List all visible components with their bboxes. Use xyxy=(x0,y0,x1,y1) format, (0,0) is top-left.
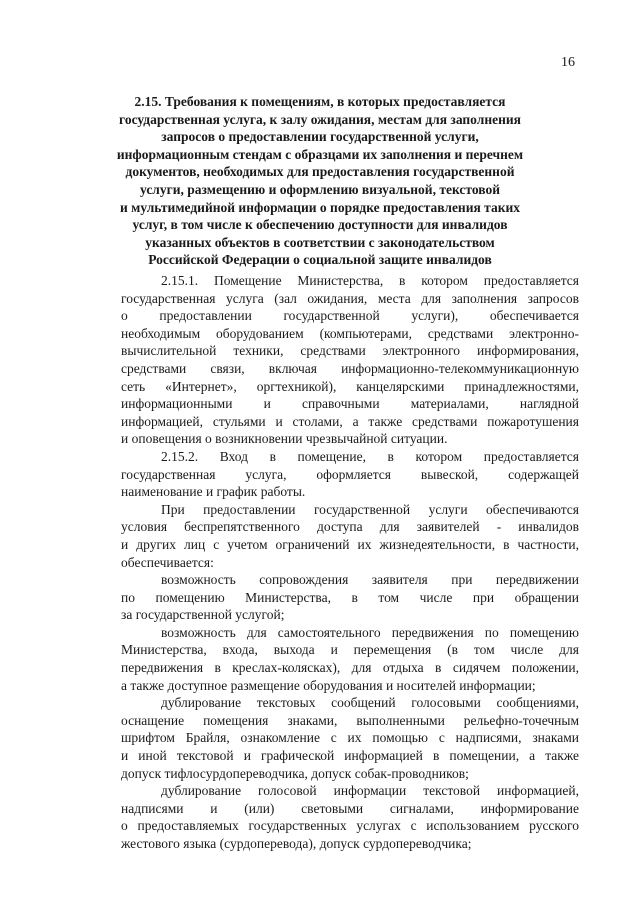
heading-line: Российской Федерации о социальной защите инвалидов xyxy=(148,252,492,268)
heading-line: услуг, в том числе к обеспечению доступности для инвалидов xyxy=(132,217,508,233)
paragraph-line: 2.15.1. Помещение Министерства, в котором предоставляется xyxy=(161,273,579,288)
paragraph-line: необходимым оборудованием (компьютерами, средствами электронно- xyxy=(121,325,579,341)
paragraph-line: по помещению Министерства, в том числе при обращении xyxy=(121,589,579,605)
paragraph-line: а также доступное размещение оборудования и носителей информации; xyxy=(121,677,536,693)
paragraph-line: Министерства, входа, выхода и перемещения (в том числе для xyxy=(121,642,579,658)
heading-line: указанных объектов в соответствии с законодательством xyxy=(145,234,495,250)
paragraph-line: средствами связи, включая информационно-телекоммуникационную xyxy=(121,360,579,376)
paragraph-line: оснащение помещения знаками, выполненными рельефно-точечным xyxy=(121,712,579,728)
paragraph-line: возможность для самостоятельного передвижения по помещению xyxy=(161,624,579,640)
heading-line: запросов о предоставлении государственной услуги, xyxy=(161,129,479,145)
section-heading xyxy=(110,93,530,269)
heading-line: 2.15. Требования к помещениям, в которых предоставляется xyxy=(134,94,506,109)
paragraph-line: вычислительной техники, средствами электронного информирования, xyxy=(121,343,579,359)
paragraph-line: о предоставляемых государственных услугах с использованием русского xyxy=(121,818,579,834)
paragraph-line: государственная услуга (зал ожидания, места для заполнения запросов xyxy=(121,290,579,306)
paragraph-line: государственная услуга, оформляется вывеской, содержащей xyxy=(121,466,579,482)
paragraph-line: дублирование голосовой информации текстовой информацией, xyxy=(161,783,579,799)
paragraph-line: сеть «Интернет», оргтехникой), канцелярскими принадлежностями, xyxy=(121,378,579,394)
paragraph-line: дублирование текстовых сообщений голосовыми сообщениями, xyxy=(161,695,579,711)
heading-line: информационным стендам с образцами их заполнения и перечнем xyxy=(116,146,524,162)
paragraph-line: допуск тифлосурдопереводчика, допуск собак-проводников; xyxy=(121,765,469,781)
heading-line: и мультимедийной информации о порядке предоставления таких xyxy=(119,199,521,215)
paragraph-line: и иной текстовой и графической информацией в помещении, а также xyxy=(121,748,579,764)
paragraph-line: обеспечивается: xyxy=(121,554,214,570)
paragraph-line: информационными и справочными материалами, наглядной xyxy=(121,396,579,412)
heading-line: услуги, размещению и оформлению визуальной, текстовой xyxy=(139,181,500,197)
paragraph-line: о предоставлении государственной услуги), обеспечивается xyxy=(121,308,579,324)
paragraph-line: шрифтом Брайля, ознакомление с их помощью с надписями, знаками xyxy=(121,730,579,746)
paragraph-line: за государственной услугой; xyxy=(121,607,285,623)
heading-line: документов, необходимых для предоставления государственной xyxy=(125,164,515,180)
paragraph-line: и других лиц с учетом ограничений их жизнедеятельности, в частности, xyxy=(121,536,579,552)
heading-line: государственная услуга, к залу ожидания, местам для заполнения xyxy=(119,111,521,127)
body-text xyxy=(121,272,579,853)
paragraph-line: передвижения в креслах-колясках), для отдыха в сидячем положении, xyxy=(121,660,579,676)
paragraph-line: жестового языка (сурдоперевода), допуск сурдопереводчика; xyxy=(121,836,472,851)
paragraph-line: наименование и график работы. xyxy=(121,484,306,500)
paragraph-line: надписями и (или) световыми сигналами, информирование xyxy=(121,800,579,816)
paragraph-line: информацией, стульями и столами, а также средствами пожаротушения xyxy=(121,413,579,429)
paragraph-line: 2.15.2. Вход в помещение, в котором предоставляется xyxy=(161,448,579,464)
paragraph-line: При предоставлении государственной услуги обеспечиваются xyxy=(161,501,579,517)
page-number: 16 xyxy=(561,55,575,70)
paragraph-line: возможность сопровождения заявителя при передвижении xyxy=(161,572,579,588)
paragraph-line: условия беспрепятственного доступа для заявителей - инвалидов xyxy=(121,519,579,535)
paragraph-line: и оповещения о возникновении чрезвычайной ситуации. xyxy=(121,431,448,447)
